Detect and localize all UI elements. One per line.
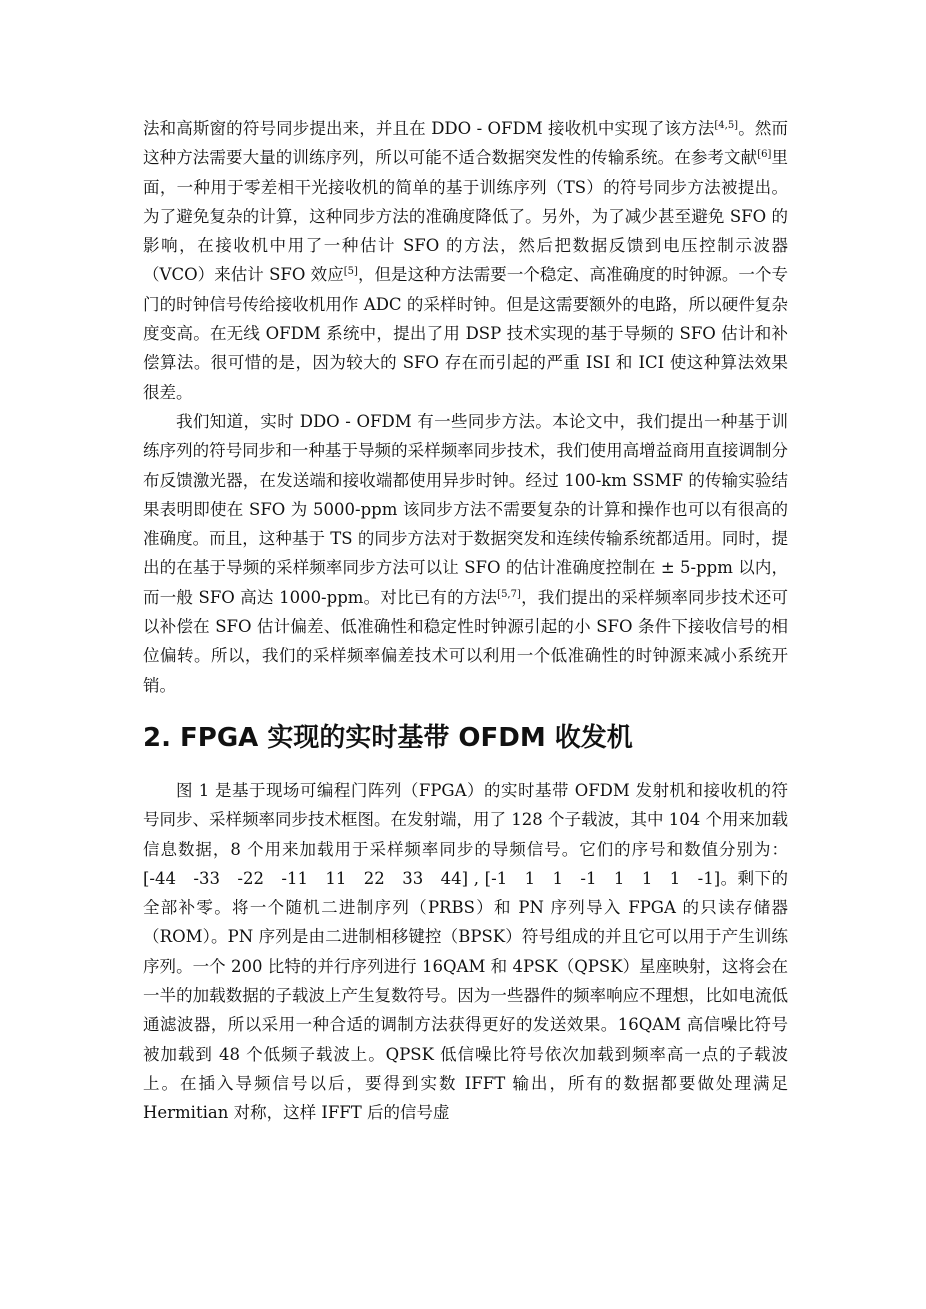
citation-6: [6]: [757, 149, 772, 161]
paragraph-1-text-3: 里面，一种用于零差相干光接收机的简单的基于训练序列（TS）的符号同步方法被提出。为了避免复杂的计算，这种同步方法的准确度降低了。另外，为了减少甚至避免 SFO 的影响，在接收机中用了一种估计 SFO 的方法，然后把数据反馈到电压控制示波器（VCO）来估计 SFO 效应: [143, 148, 789, 285]
paragraph-3: [143, 776, 788, 1128]
paragraph-1: [143, 114, 788, 407]
section-heading: 2. FPGA 实现的实时基带 OFDM 收发机: [143, 722, 633, 753]
citation-4-5: [4,5]: [714, 120, 739, 131]
paragraph-1-text-1: 法和高斯窗的符号同步提出来，并且在 DDO - OFDM 接收机中实现了该方法: [143, 119, 715, 138]
paragraph-3-text-1: 图 1 是基于现场可编程门阵列（FPGA）的实时基带 OFDM 发射机和接收机的符号同步、采样频率同步技术框图。在发射端，用了 128 个子载波，其中 104 个用来加载信息数据，8 个用来加载用于采样频率同步的导频信号。它们的序号和数值分别为：[-44 -33 -22 -11 11 22 33 44] , [-1 1 1 -1 1 1 1 -1]。剩下的全部补零。将一个随机二进制序列（PRBS）和 PN 序列导入 FPGA 的只读存储器（ROM）。PN 序列是由二进制相移键控（BPSK）符号组成的并且它可以用于产生训练序列。一个 200 比特的并行序列进行 16QAM 和 4PSK（QPSK）星座映射，这将会在一半的加载数据的子载波上产生复数符号。因为一些器件的频率响应不理想，比如电流低通滤波器，所以采用一种合适的调制方法获得更好的发送效果。16QAM 高信噪比符号被加载到 48 个低频子载波上。QPSK 低信噪比符号依次加载到频率高一点的子载波上。在插入导频信号以后，要得到实数 IFFT 输出，所有的数据都要做处理满足 Hermitian 对称，这样 IFFT 后的信号虚: [143, 780, 788, 1123]
citation-5: [5]: [343, 266, 358, 278]
paragraph-1-text-4: ，但是这种方法需要一个稳定、高准确度的时钟源。一个专门的时钟信号传给接收机用作 ADC 的采样时钟。但是这需要额外的电路，所以硬件复杂度变高。在无线 OFDM 系统中，提出了用 DSP 技术实现的基于导频的 SFO 估计和补偿算法。很可惜的是，因为较大的 SFO 存在而引起的严重 ISI 和 ICI 使这种算法效果很差。: [143, 265, 788, 402]
paragraph-2: [143, 407, 788, 700]
paragraph-2-text-2: ，我们提出的采样频率同步技术还可以补偿在 SFO 估计偏差、低准确性和稳定性时钟源引起的小 SFO 条件下接收信号的相位偏转。所以，我们的采样频率偏差技术可以利用一个低准确性的时钟源来减小系统开销。: [143, 587, 789, 695]
page-content: [143, 114, 788, 1128]
paragraph-2-text-1: 我们知道，实时 DDO - OFDM 有一些同步方法。本论文中，我们提出一种基于训练序列的符号同步和一种基于导频的采样频率同步技术，我们使用高增益商用直接调制分布反馈激光器，在发送端和接收端都使用异步时钟。经过 100-km SSMF 的传输实验结果表明即使在 SFO 为 5000-ppm 该同步方法不需要复杂的计算和操作也可以有很高的准确度。而且，这种基于 TS 的同步方法对于数据突发和连续传输系统都适用。同时，提出的在基于导频的采样频率同步方法可以让 SFO 的估计准确度控制在 ± 5-ppm 以内，而一般 SFO 高达 1000-ppm。对比已有的方法: [143, 411, 788, 607]
citation-5-7: [5,7]: [497, 588, 521, 600]
paragraph-1-text-2: 。然而这种方法需要大量的训练序列，所以可能不适合数据突发性的传输系统。在参考文献: [143, 119, 789, 168]
